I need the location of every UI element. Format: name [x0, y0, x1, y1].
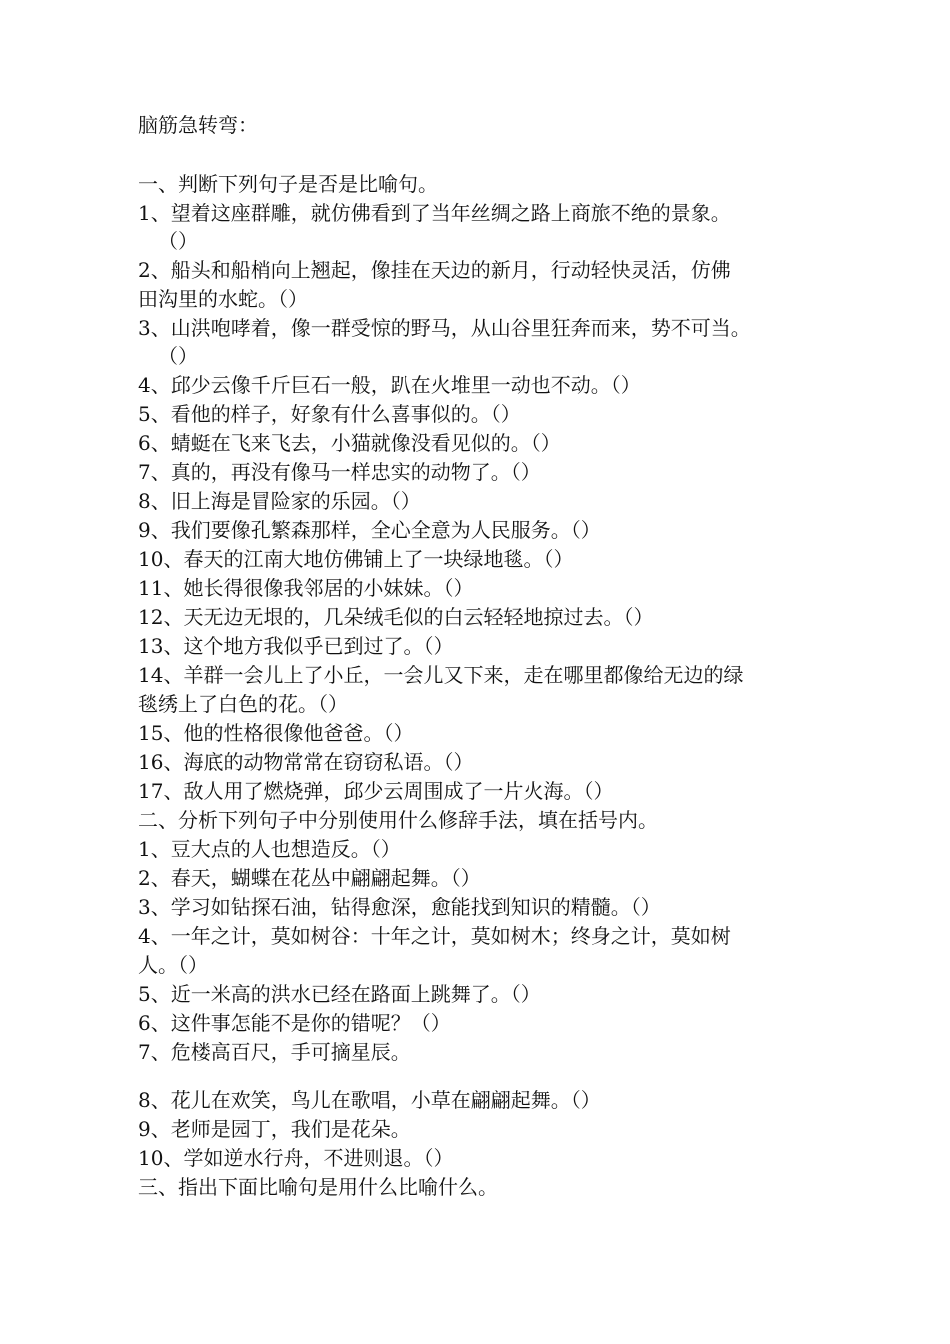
- question-line: 9、我们要像孔繁森那样，全心全意为人民服务。（）: [138, 518, 601, 542]
- question-line: 7、危楼高百尺，手可摘星辰。: [138, 1040, 411, 1064]
- question-line: 8、花儿在欢笑，鸟儿在歌唱，小草在翩翩起舞。（）: [138, 1088, 601, 1112]
- question-line: 1、豆大点的人也想造反。（）: [138, 837, 401, 861]
- question-line: 3、学习如钻探石油，钻得愈深，愈能找到知识的精髓。（）: [138, 895, 661, 919]
- question-line: 4、一年之计，莫如树谷：十年之计，莫如树木；终身之计，莫如树: [138, 924, 731, 948]
- question-line: 16、海底的动物常常在窃窃私语。（）: [138, 750, 474, 774]
- section-3-heading: 三、指出下面比喻句是用什么比喻什么。: [138, 1175, 498, 1199]
- question-line: 人。（）: [138, 953, 208, 977]
- question-line: 13、这个地方我似乎已到过了。（）: [138, 634, 454, 658]
- question-line: 10、春天的江南大地仿佛铺上了一块绿地毯。（）: [138, 547, 574, 571]
- page-title: 脑筋急转弯：: [138, 113, 258, 137]
- question-line: 田沟里的水蛇。（）: [138, 287, 308, 311]
- question-line: 7、真的，再没有像马一样忠实的动物了。（）: [138, 460, 541, 484]
- question-line: 6、这件事怎能不是你的错呢？（）: [138, 1011, 451, 1035]
- question-line: 6、蜻蜓在飞来飞去，小猫就像没看见似的。（）: [138, 431, 561, 455]
- question-line: 11、她长得很像我邻居的小妹妹。（）: [138, 576, 474, 600]
- question-line: 5、看他的样子，好象有什么喜事似的。（）: [138, 402, 521, 426]
- question-line: 1、望着这座群雕，就仿佛看到了当年丝绸之路上商旅不绝的景象。: [138, 201, 731, 225]
- answer-blank: （）: [158, 344, 198, 368]
- question-line: 9、老师是园丁，我们是花朵。: [138, 1117, 411, 1141]
- question-line: 2、船头和船梢向上翘起，像挂在天边的新月，行动轻快灵活，仿佛: [138, 258, 731, 282]
- question-line: 10、学如逆水行舟，不进则退。（）: [138, 1146, 454, 1170]
- question-line: 14、羊群一会儿上了小丘，一会儿又下来，走在哪里都像给无边的绿: [138, 663, 744, 687]
- question-line: 17、敌人用了燃烧弹，邱少云周围成了一片火海。（）: [138, 779, 614, 803]
- section-2-heading: 二、分析下列句子中分别使用什么修辞手法，填在括号内。: [138, 808, 658, 832]
- section-1-heading: 一、判断下列句子是否是比喻句。: [138, 172, 438, 196]
- question-line: 3、山洪咆哮着，像一群受惊的野马，从山谷里狂奔而来，势不可当。: [138, 316, 751, 340]
- question-line: 12、天无边无垠的，几朵绒毛似的白云轻轻地掠过去。（）: [138, 605, 654, 629]
- question-line: 毯绣上了白色的花。（）: [138, 692, 348, 716]
- answer-blank: （）: [158, 229, 198, 253]
- question-line: 8、旧上海是冒险家的乐园。（）: [138, 489, 421, 513]
- question-line: 4、邱少云像千斤巨石一般，趴在火堆里一动也不动。（）: [138, 373, 641, 397]
- question-line: 2、春天，蝴蝶在花丛中翩翩起舞。（）: [138, 866, 481, 890]
- question-line: 5、近一米高的洪水已经在路面上跳舞了。（）: [138, 982, 541, 1006]
- question-line: 15、他的性格很像他爸爸。（）: [138, 721, 414, 745]
